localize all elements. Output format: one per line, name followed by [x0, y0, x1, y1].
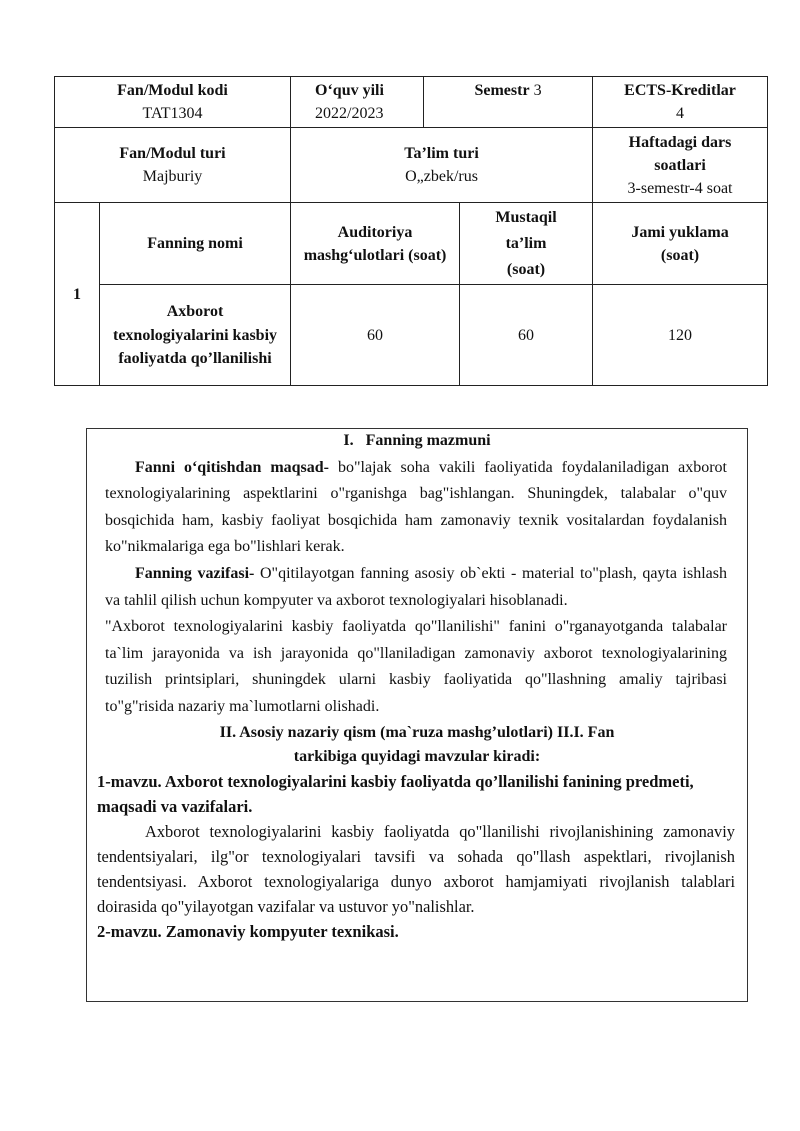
- course-info-table: [54, 76, 768, 386]
- topic-1-text: Axborot texnologiyalarini kasbiy faoliyatda qo"llanilishi rivojlanishining zamonaviy tendentsiyalari, ilg"or texnologiyalari tavsifi va sohada qo"llash aspektlari, rivojlanish tendentsiyasi. Axborot texnologiyalariga dunyo axborot hamjamiyati rivojlanish talablari doirasida qo"yilayotgan vazifalar va ustuvor yo"nalishlar.: [97, 821, 735, 916]
- task-label: Fanning vazifasi-: [135, 564, 255, 582]
- edu-cell: [291, 128, 593, 203]
- code-value: TAT1304: [142, 105, 203, 123]
- summary-paragraph: "Axborot texnologiyalarini kasbiy faoliyatda qo"llanilishi" fanini o"rganayotganda talabalar ta`lim jarayonida va ish jarayonida qo"llaniladigan zamonaviy axborot texnologiyalarining tuzilish printsiplari, shuningdek ularni kasbiy faoliyatida qo"llashning amaliy tajribasi to"g"risida nazariy ma`lumotlarni olishadi.: [105, 618, 727, 715]
- edu-value: O„zbek/rus: [405, 168, 478, 186]
- goal-label: Fanni o‘qitishdan maqsad-: [135, 458, 329, 476]
- ects-value: 4: [676, 105, 685, 123]
- row-number: 1: [55, 203, 100, 386]
- type-label: Fan/Modul turi: [119, 145, 226, 163]
- task-paragraph: [87, 561, 747, 614]
- aud-header: Auditoriya mashg‘ulotlari (soat): [291, 203, 460, 285]
- semester-cell: [424, 77, 593, 128]
- ind-value: 60: [460, 285, 593, 386]
- year-cell: [291, 77, 424, 128]
- ind-header: Mustaqil ta’lim (soat): [460, 203, 593, 285]
- total-header: Jami yuklama (soat): [593, 203, 768, 285]
- semester-label: Semestr: [474, 82, 530, 99]
- task-text: O"qitilayotgan fanning asosiy ob`ekti - material to"plash, qayta ishlash va tahlil qilish uchun kompyuter va axborot texnologiyalari hisoblanadi.: [105, 564, 728, 609]
- hours-cell: [593, 128, 768, 203]
- subject-name: Axborot texnologiyalarini kasbiy faoliyatda qo’llanilishi: [100, 285, 291, 386]
- content-box: [86, 428, 748, 1002]
- total-value: 120: [593, 285, 768, 386]
- name-header: Fanning nomi: [100, 203, 291, 285]
- year-value: 2022/2023: [315, 105, 384, 123]
- code-label: Fan/Modul kodi: [117, 82, 228, 99]
- year-label: O‘quv yili: [315, 82, 384, 99]
- section2-heading: II. Asosiy nazariy qism (ma`ruza mashg’ulotlari) II.I. Fan tarkibiga quyidagi mavzular kiradi:: [219, 723, 615, 765]
- code-cell: [55, 77, 291, 128]
- edu-label: Ta’lim turi: [404, 145, 479, 163]
- ects-cell: [593, 77, 768, 128]
- goal-paragraph: [87, 455, 747, 561]
- hours-label: Haftadagi dars soatlari: [628, 133, 732, 174]
- aud-value: 60: [291, 285, 460, 386]
- type-cell: [55, 128, 291, 203]
- semester-value: 3: [533, 82, 542, 99]
- goal-text: bo"lajak soha vakili faoliyatida foydalaniladigan axborot texnologiyalarining aspektlarini o"rganishga bag"ishlangan. Shuningdek, talabalar o"quv bosqichida ham, kasbiy faoliyat bosqichida ham zamonaviy texnik vositalardan foydalanish ko"nikmalariga ega bo"lishlari kerak.: [105, 458, 727, 556]
- section1-heading: I. Fanning mazmuni: [343, 432, 491, 449]
- topic-1-title: 1-mavzu. Axborot texnologiyalarini kasbiy faoliyatda qo’llanilishi fanining predmeti, maqsadi va vazifalari.: [97, 771, 694, 816]
- hours-value: 3-semestr-4 soat: [627, 179, 733, 197]
- type-value: Majburiy: [142, 168, 203, 186]
- topic-2-title: 2-mavzu. Zamonaviy kompyuter texnikasi.: [97, 921, 399, 941]
- ects-label: ECTS-Kreditlar: [624, 82, 736, 99]
